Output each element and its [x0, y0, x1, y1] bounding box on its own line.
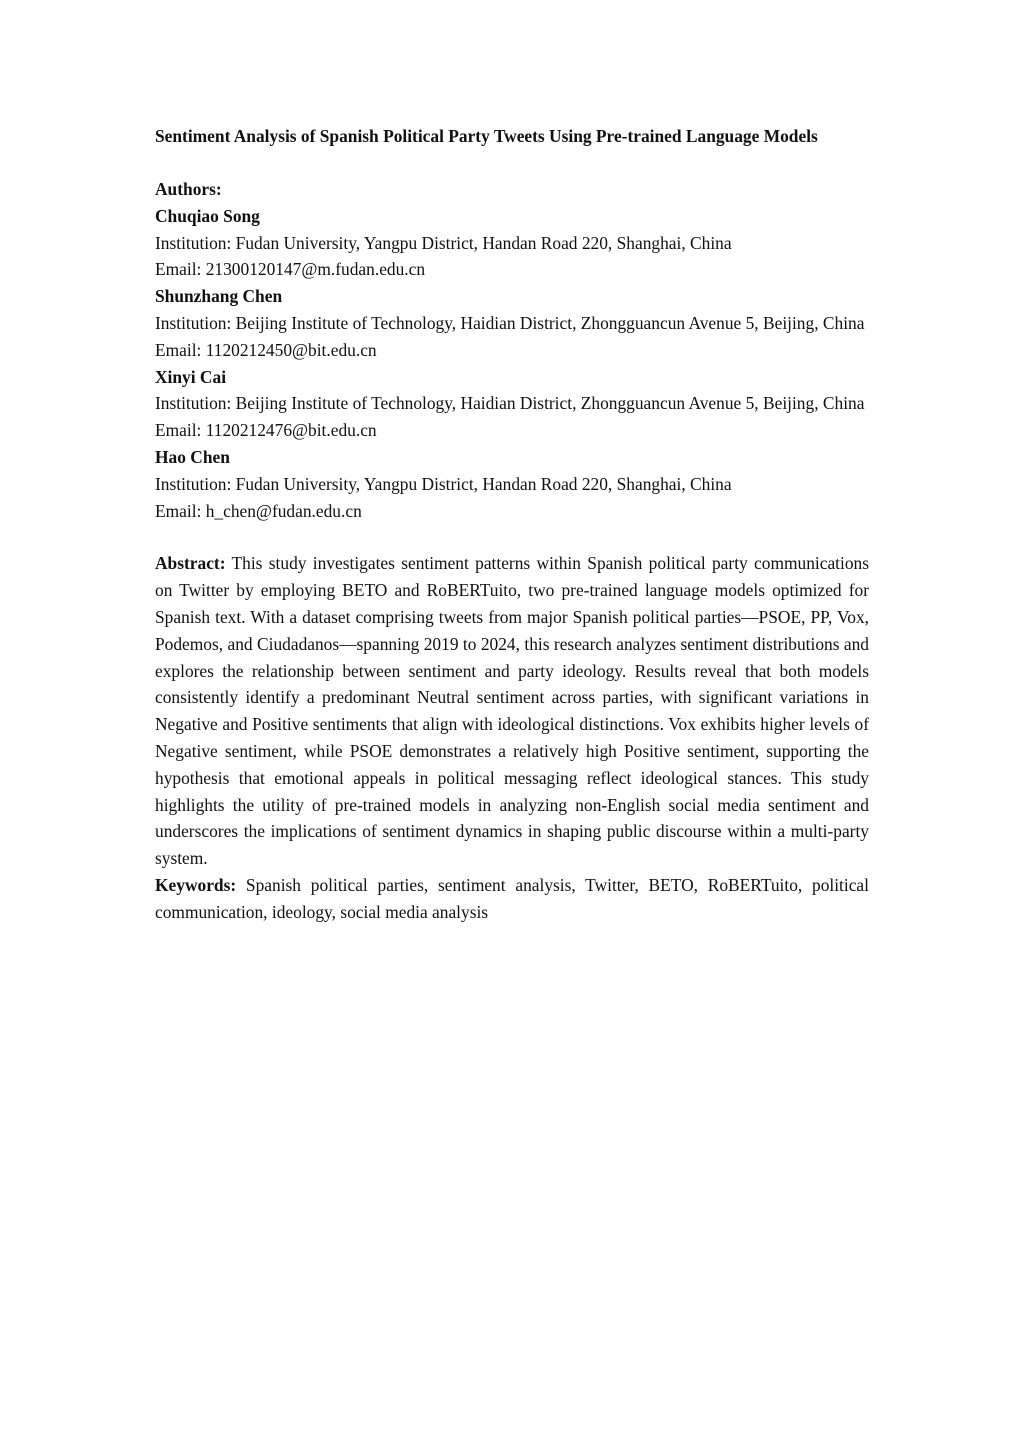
paper-title: Sentiment Analysis of Spanish Political Party Tweets Using Pre-trained Language Models [155, 126, 818, 146]
author-name: Chuqiao Song [155, 205, 260, 226]
keywords-label: Keywords: [155, 874, 237, 895]
author-institution: Institution: Beijing Institute of Technology, Haidian District, Zhongguancun Avenue 5, Beijing, China [155, 312, 865, 333]
keywords [155, 872, 869, 926]
paper-page [155, 123, 869, 926]
abstract [155, 550, 869, 872]
author-name: Shunzhang Chen [155, 286, 283, 307]
author-name: Xinyi Cai [155, 366, 227, 387]
author-block-1 [155, 203, 869, 283]
author-block-2 [155, 283, 869, 363]
abstract-label: Abstract: [155, 553, 226, 574]
author-block-3 [155, 364, 869, 444]
author-block-4 [155, 444, 869, 524]
author-email: Email: 1120212450@bit.edu.cn [155, 339, 377, 360]
author-email: Email: 1120212476@bit.edu.cn [155, 420, 377, 441]
author-institution: Institution: Beijing Institute of Technology, Haidian District, Zhongguancun Avenue 5, Beijing, China [155, 393, 865, 414]
keywords-text: Spanish political parties, sentiment analysis, Twitter, BETO, RoBERTuito, political communication, ideology, social media analysis [155, 874, 869, 922]
author-institution: Institution: Fudan University, Yangpu District, Handan Road 220, Shanghai, China [155, 232, 732, 253]
author-name: Hao Chen [155, 446, 230, 467]
author-institution: Institution: Fudan University, Yangpu District, Handan Road 220, Shanghai, China [155, 473, 732, 494]
author-email: Email: h_chen@fudan.edu.cn [155, 500, 362, 521]
author-email: Email: 21300120147@m.fudan.edu.cn [155, 259, 426, 280]
authors-heading: Authors: [155, 179, 222, 199]
abstract-text: This study investigates sentiment patterns within Spanish political party communications on Twitter by employing BETO and RoBERTuito, two pre-trained language models optimized for Spanish text. With a dataset comprising tweets from major Spanish political parties—PSOE, PP, Vox, Podemos, and Ciudadanos—spanning 2019 to 2024, this research analyzes sentiment distributions and explores the relationship between sentiment and party ideology. Results reveal that both models consistently identify a predominant Neutral sentiment across parties, with significant variations in Negative and Positive sentiments that align with ideological distinctions. Vox exhibits higher levels of Negative sentiment, while PSOE demonstrates a relatively high Positive sentiment, supporting the hypothesis that emotional appeals in political messaging reflect ideological stances. This study highlights the utility of pre-trained models in analyzing non-English social media sentiment and underscores the implications of sentiment dynamics in shaping public discourse within a multi-party system. [155, 553, 869, 869]
